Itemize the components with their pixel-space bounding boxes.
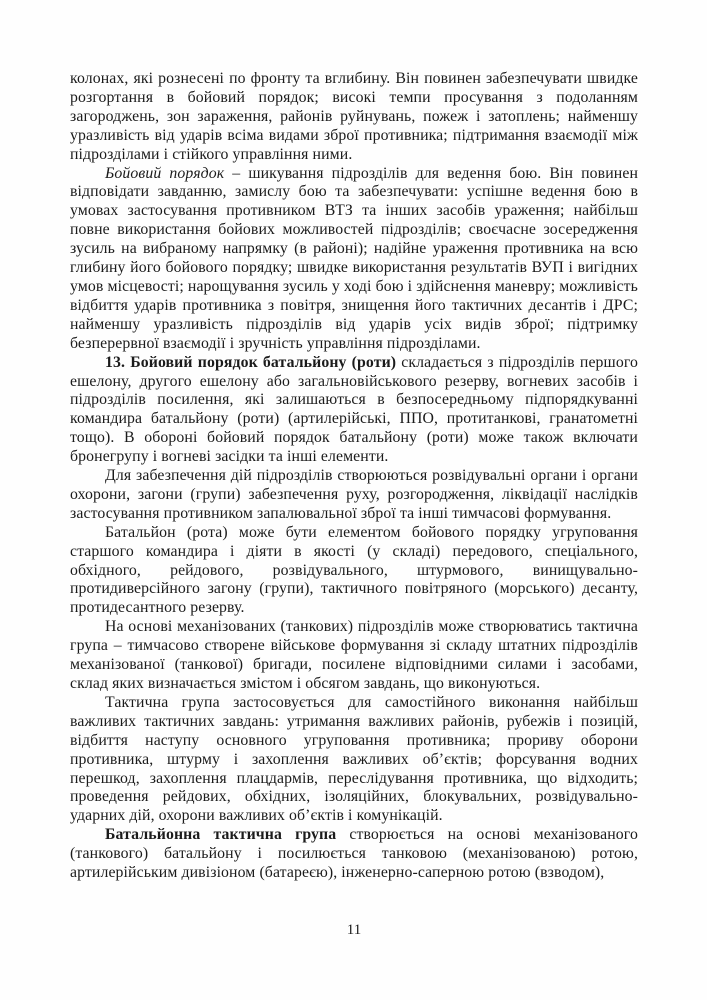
paragraph-continuation <box>70 70 638 165</box>
page-number: 11 <box>346 922 362 938</box>
term-italic: Бойовий порядок <box>105 164 225 182</box>
paragraph-text: На основі механізованих (танкових) підрозділів може створюватись тактична група – тимчасово створене військове формування зі складу штатних підрозділів механізованої (танкової) бригади, посилене відповідними силами і засобами, склад яких визначається змістом і обсягом завдань, що виконуються. <box>70 618 638 692</box>
paragraph-text: Тактична група застосовується для самостійного виконання найбільш важливих тактичних завдань: утримання важливих районів, рубежів і позицій, відбиття наступу основного угруповання противника; прориву оборони противника, штурму і захоплення важливих об’єктів; форсування водних перешкод, захоплення плацдармів, переслідування противника, що відходить; проведення рейдових, обхідних, ізоляційних, блокувальних, розвідувально-ударних дій, охорони важливих об’єктів і комунікацій. <box>70 693 638 825</box>
paragraph-support-organs <box>70 467 638 524</box>
paragraph-battalion-element <box>70 524 638 619</box>
paragraph-text: Батальйон (рота) може бути елементом бойового порядку угруповання старшого командира і діяти в якості (у складі) передового, спеціального, обхідного, рейдового, розвідувального, штурмового, винищувально-протидиверсійного загону (групи), тактичного повітряного (морського) десанту, протидесантного резерву. <box>70 523 638 617</box>
paragraph-item-13 <box>70 354 638 467</box>
paragraph-tactical-group-tasks <box>70 694 638 826</box>
text-block <box>70 70 638 883</box>
paragraph-text: складається з підрозділів першого ешелону, другого ешелону або загальновійськового резерву, вогневих засобів і підрозділів посилення, які залишаються в безпосередньому підпорядкуванні командира батальйону (роти) (артилерійські, ППО, протитанкові, гранатометні тощо). В обороні бойовий порядок батальйону (роти) може також включати бронегрупу і вогневі засідки та інші елементи. <box>70 353 638 466</box>
paragraph-combat-order-definition <box>70 165 638 354</box>
paragraph-text: колонах, які рознесені по фронту та вглибину. Він повинен забезпечувати швидке розгортання в бойовий порядок; високі темпи просування з подоланням загороджень, зон зараження, районів руйнувань, пожеж і затоплень; найменшу уразливість від ударів всіма видами зброї противника; підтримання взаємодії між підрозділами і стійкого управління ними. <box>70 70 638 163</box>
term-bold: 13. Бойовий порядок батальйону (роти) <box>105 353 397 371</box>
paragraph-text: – шикування підрозділів для ведення бою. Він повинен відповідати завданню, замислу бою та забезпечувати: успішне ведення бою в умовах застосування противником ВТЗ та інших засобів ураження; найбільш повне використання бойових можливостей підрозділів; своєчасне зосередження зусиль на вибраному напрямку (в районі); надійне ураження противника на всю глибину його бойового порядку; швидке використання результатів ВУП і вигідних умов місцевості; нарощування зусиль у ході бою і здійснення маневру; можливість відбиття ударів противника з повітря, знищення його тактичних десантів і ДРС; найменшу уразливість підрозділів від ударів усіх видів зброї; підтримку безперервної взаємодії і зручність управління підрозділами. <box>70 164 639 352</box>
paragraph-tactical-group <box>70 618 638 694</box>
paragraph-battalion-tactical-group <box>70 826 638 883</box>
term-bold: Батальйонна тактична група <box>105 826 337 844</box>
paragraph-text: Для забезпечення дій підрозділів створюються розвідувальні органи і органи охорони, загони (групи) забезпечення руху, розгородження, ліквідації наслідків застосування противником запалювальної зброї та інші тимчасові формування. <box>70 467 638 522</box>
paragraph-text: створюється на основі механізованого (танкового) батальйону і посилюється танковою (механізованою) ротою, артилерійським дивізіоном (батареєю), інженерно-саперною ротою (взводом), <box>70 826 638 882</box>
